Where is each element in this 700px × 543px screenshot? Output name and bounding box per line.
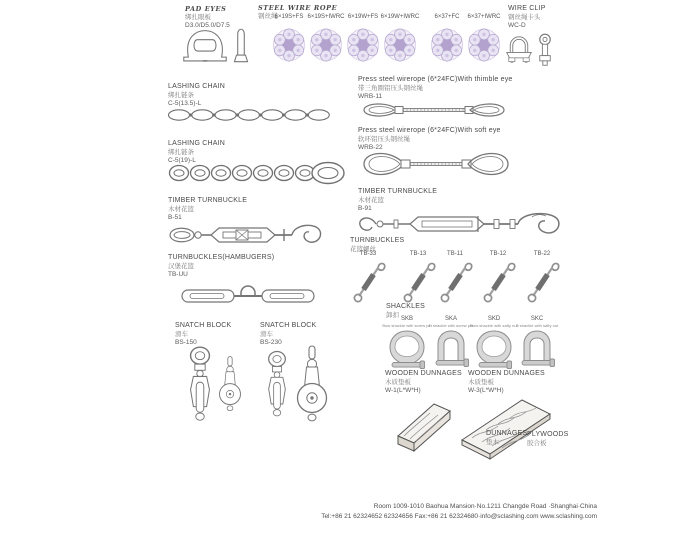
lashing-chain-hook-drawing <box>168 160 346 186</box>
steel-wire-rope-cn: 钢丝绳 <box>258 12 278 20</box>
wire-rope-type-label: 6×19S+FS <box>274 14 304 20</box>
lashing-chain-drawing <box>168 107 332 123</box>
shackle-model-label: SKB <box>400 316 414 322</box>
pad-eyes-cn: 绑扎眼板 <box>185 13 211 21</box>
wire-clip-side-drawing <box>537 32 553 67</box>
wirerope-thimble-model: WRB-11 <box>358 93 383 100</box>
snatch-block-edge-drawing <box>262 344 292 424</box>
turnbuckle-model-label: TB-33 <box>359 251 377 257</box>
section-turnbuckles-hamburgers <box>168 254 274 280</box>
wire-rope-cross-section-drawing <box>467 28 501 62</box>
section-lashing-chain-a <box>168 83 225 109</box>
d-shackle-drawing <box>519 329 555 371</box>
wire-clip-model: WC-D <box>508 22 526 29</box>
shackle-model-label: SKA <box>444 316 458 322</box>
snatch-block-model: BS-230 <box>260 339 282 346</box>
turnbuckles-title: TURNBUCKLES <box>350 237 405 244</box>
lashing-chain-model: C-5(19)-L <box>168 157 196 164</box>
wire-rope-type-label: 6×37+FC <box>434 14 460 20</box>
wire-rope-type-label: 6×19W+FS <box>347 14 379 20</box>
snatch-block-cn: 滑车 <box>260 330 273 338</box>
footer-address: Room 1009-1010 Baohua Mansion·No.1211 Changde Road ·Shanghai·China <box>373 503 597 510</box>
wirerope-soft-cn: 软环铝压头钢丝绳 <box>358 135 410 143</box>
wire-clip-cn: 钢丝绳卡头 <box>508 13 541 21</box>
snatch-block-edge-drawing <box>183 344 217 424</box>
turnbuckle-photo-drawing <box>524 258 560 304</box>
wire-rope-type-label: 6×37+IWRC <box>467 14 501 20</box>
turnbuckles-hamburgers-title: TURNBUCKLES(HAMBUGERS) <box>168 254 275 261</box>
wire-rope-cross-section-drawing <box>309 28 343 62</box>
shackle-model-label: SKD <box>487 316 501 322</box>
footer <box>321 502 597 521</box>
snatch-block-face-drawing <box>217 344 243 424</box>
pad-eye-side-drawing <box>232 25 250 64</box>
pad-eye-front-drawing <box>180 26 230 64</box>
turnbuckle-photo-drawing <box>437 258 473 304</box>
pad-eyes-title: PAD EYES <box>185 5 227 13</box>
wooden-dunnages-model: W-1(L*W*H) <box>385 387 421 394</box>
wooden-dunnages-model: W-3(L*W*H) <box>468 387 504 394</box>
wire-clip-title: WIRE CLIP <box>508 5 546 12</box>
d-shackle-drawing <box>433 329 469 371</box>
timber-turnbuckle-model: B-91 <box>358 205 372 212</box>
wooden-dunnages-title: WOODEN DUNNAGES <box>468 370 545 377</box>
wire-rope-type-label: 6×19W+IWRC <box>380 14 420 20</box>
turnbuckle-model-label: TB-12 <box>489 251 507 257</box>
hamburger-turnbuckle-drawing <box>180 279 316 307</box>
lashing-chain-title: LASHING CHAIN <box>168 140 226 147</box>
turnbuckles-cn: 花篮螺丝 <box>350 245 376 253</box>
lashing-chain-title: LASHING CHAIN <box>168 83 226 90</box>
shackle-desc-label: D shackle with safty nut <box>515 323 559 328</box>
wirerope-thimble-drawing <box>360 99 508 121</box>
timber-turnbuckle-b91-drawing <box>356 209 568 239</box>
wire-rope-cross-section-drawing <box>272 28 306 62</box>
wire-clip-front-drawing <box>504 31 534 67</box>
shackles-cn: 卸扣 <box>386 311 399 319</box>
shackle-desc-label: Bow shackle with safty nut <box>470 323 518 328</box>
lashing-chain-model: C-5(13.5)-L <box>168 100 202 107</box>
snatch-block-title: SNATCH BLOCK <box>260 322 317 329</box>
wirerope-thimble-title: Press steel wirerope (6*24FC)With thimble eye <box>358 76 513 83</box>
section-wire-clip <box>508 5 546 31</box>
wooden-dunnages-title: WOODEN DUNNAGES <box>385 370 462 377</box>
steel-wire-rope-title: STEEL WIRE ROPE <box>258 4 338 12</box>
timber-turnbuckle-title: TIMBER TURNBUCKLE <box>358 188 438 195</box>
timber-turnbuckle-cn: 木材花篮 <box>358 196 384 204</box>
dunnages-cn: 垫木 <box>486 438 499 446</box>
shackle-desc-label: D shackle with screw pin <box>428 323 474 328</box>
wirerope-soft-model: WRB-22 <box>358 144 383 151</box>
turnbuckle-photo-drawing <box>350 258 386 304</box>
wirerope-soft-title: Press steel wirerope (6*24FC)With soft eye <box>358 127 501 134</box>
pad-eyes-model: D3.0/D5.0/D7.5 <box>185 22 230 29</box>
bow-shackle-drawing <box>388 329 426 371</box>
wirerope-thimble-cn: 带三角圈铝压头钢丝绳 <box>358 84 423 92</box>
wirerope-soft-eye-drawing <box>360 149 512 179</box>
wooden-dunnages-cn: 木质垫板 <box>468 378 494 386</box>
section-wooden-dunnages-b <box>468 370 545 396</box>
snatch-block-cn: 滑车 <box>175 330 188 338</box>
plywoods-title: PLYWOODS <box>527 431 569 438</box>
timber-turnbuckle-title: TIMBER TURNBUCKLE <box>168 197 248 204</box>
turnbuckle-model-label: TB-11 <box>447 251 463 257</box>
wire-rope-cross-section-drawing <box>430 28 464 62</box>
snatch-block-title: SNATCH BLOCK <box>175 322 232 329</box>
turnbuckles-hamburgers-model: TB-UU <box>168 271 188 278</box>
shackles-title: SHACKLES <box>386 303 425 310</box>
section-turnbuckles <box>350 237 404 254</box>
footer-contact: Tel:+86 21 62324652 62324656 Fax:+86 21 62324680·info@sclashing.com www.sclashing.com <box>321 512 597 520</box>
wire-rope-cross-section-drawing <box>383 28 417 62</box>
turnbuckle-photo-drawing <box>400 258 436 304</box>
bow-shackle-drawing <box>475 329 513 371</box>
turnbuckle-model-label: TB-22 <box>533 251 551 257</box>
section-wirerope-thimble <box>358 76 513 102</box>
timber-turnbuckle-model: B-51 <box>168 214 182 221</box>
turnbuckle-model-label: TB-13 <box>409 251 427 257</box>
wood-beam-drawing <box>390 396 456 456</box>
snatch-block-model: BS-150 <box>175 339 197 346</box>
timber-turnbuckle-cn: 木材花篮 <box>168 205 194 213</box>
timber-turnbuckle-drawing <box>166 219 332 251</box>
section-wooden-dunnages-a <box>385 370 462 396</box>
plywoods-cn: 胶合板 <box>527 439 547 447</box>
wire-rope-type-label: 6×19S+IWRC <box>307 14 345 20</box>
shackle-desc-label: Bow shackle with screw pin <box>382 323 432 328</box>
dunnages-title: DUNNAGES <box>486 430 528 437</box>
turnbuckles-hamburgers-cn: 汉堡花篮 <box>168 262 194 270</box>
lashing-chain-cn: 绑扎链条 <box>168 148 194 156</box>
plywoods-label-block <box>527 431 569 448</box>
wooden-dunnages-cn: 木质垫板 <box>385 378 411 386</box>
turnbuckle-photo-drawing <box>480 258 516 304</box>
snatch-block-face-drawing <box>294 344 330 424</box>
lashing-chain-cn: 绑扎链条 <box>168 91 194 99</box>
wire-rope-cross-section-drawing <box>346 28 380 62</box>
dunnages-label-block <box>486 430 527 447</box>
shackle-model-label: SKC <box>530 316 544 322</box>
